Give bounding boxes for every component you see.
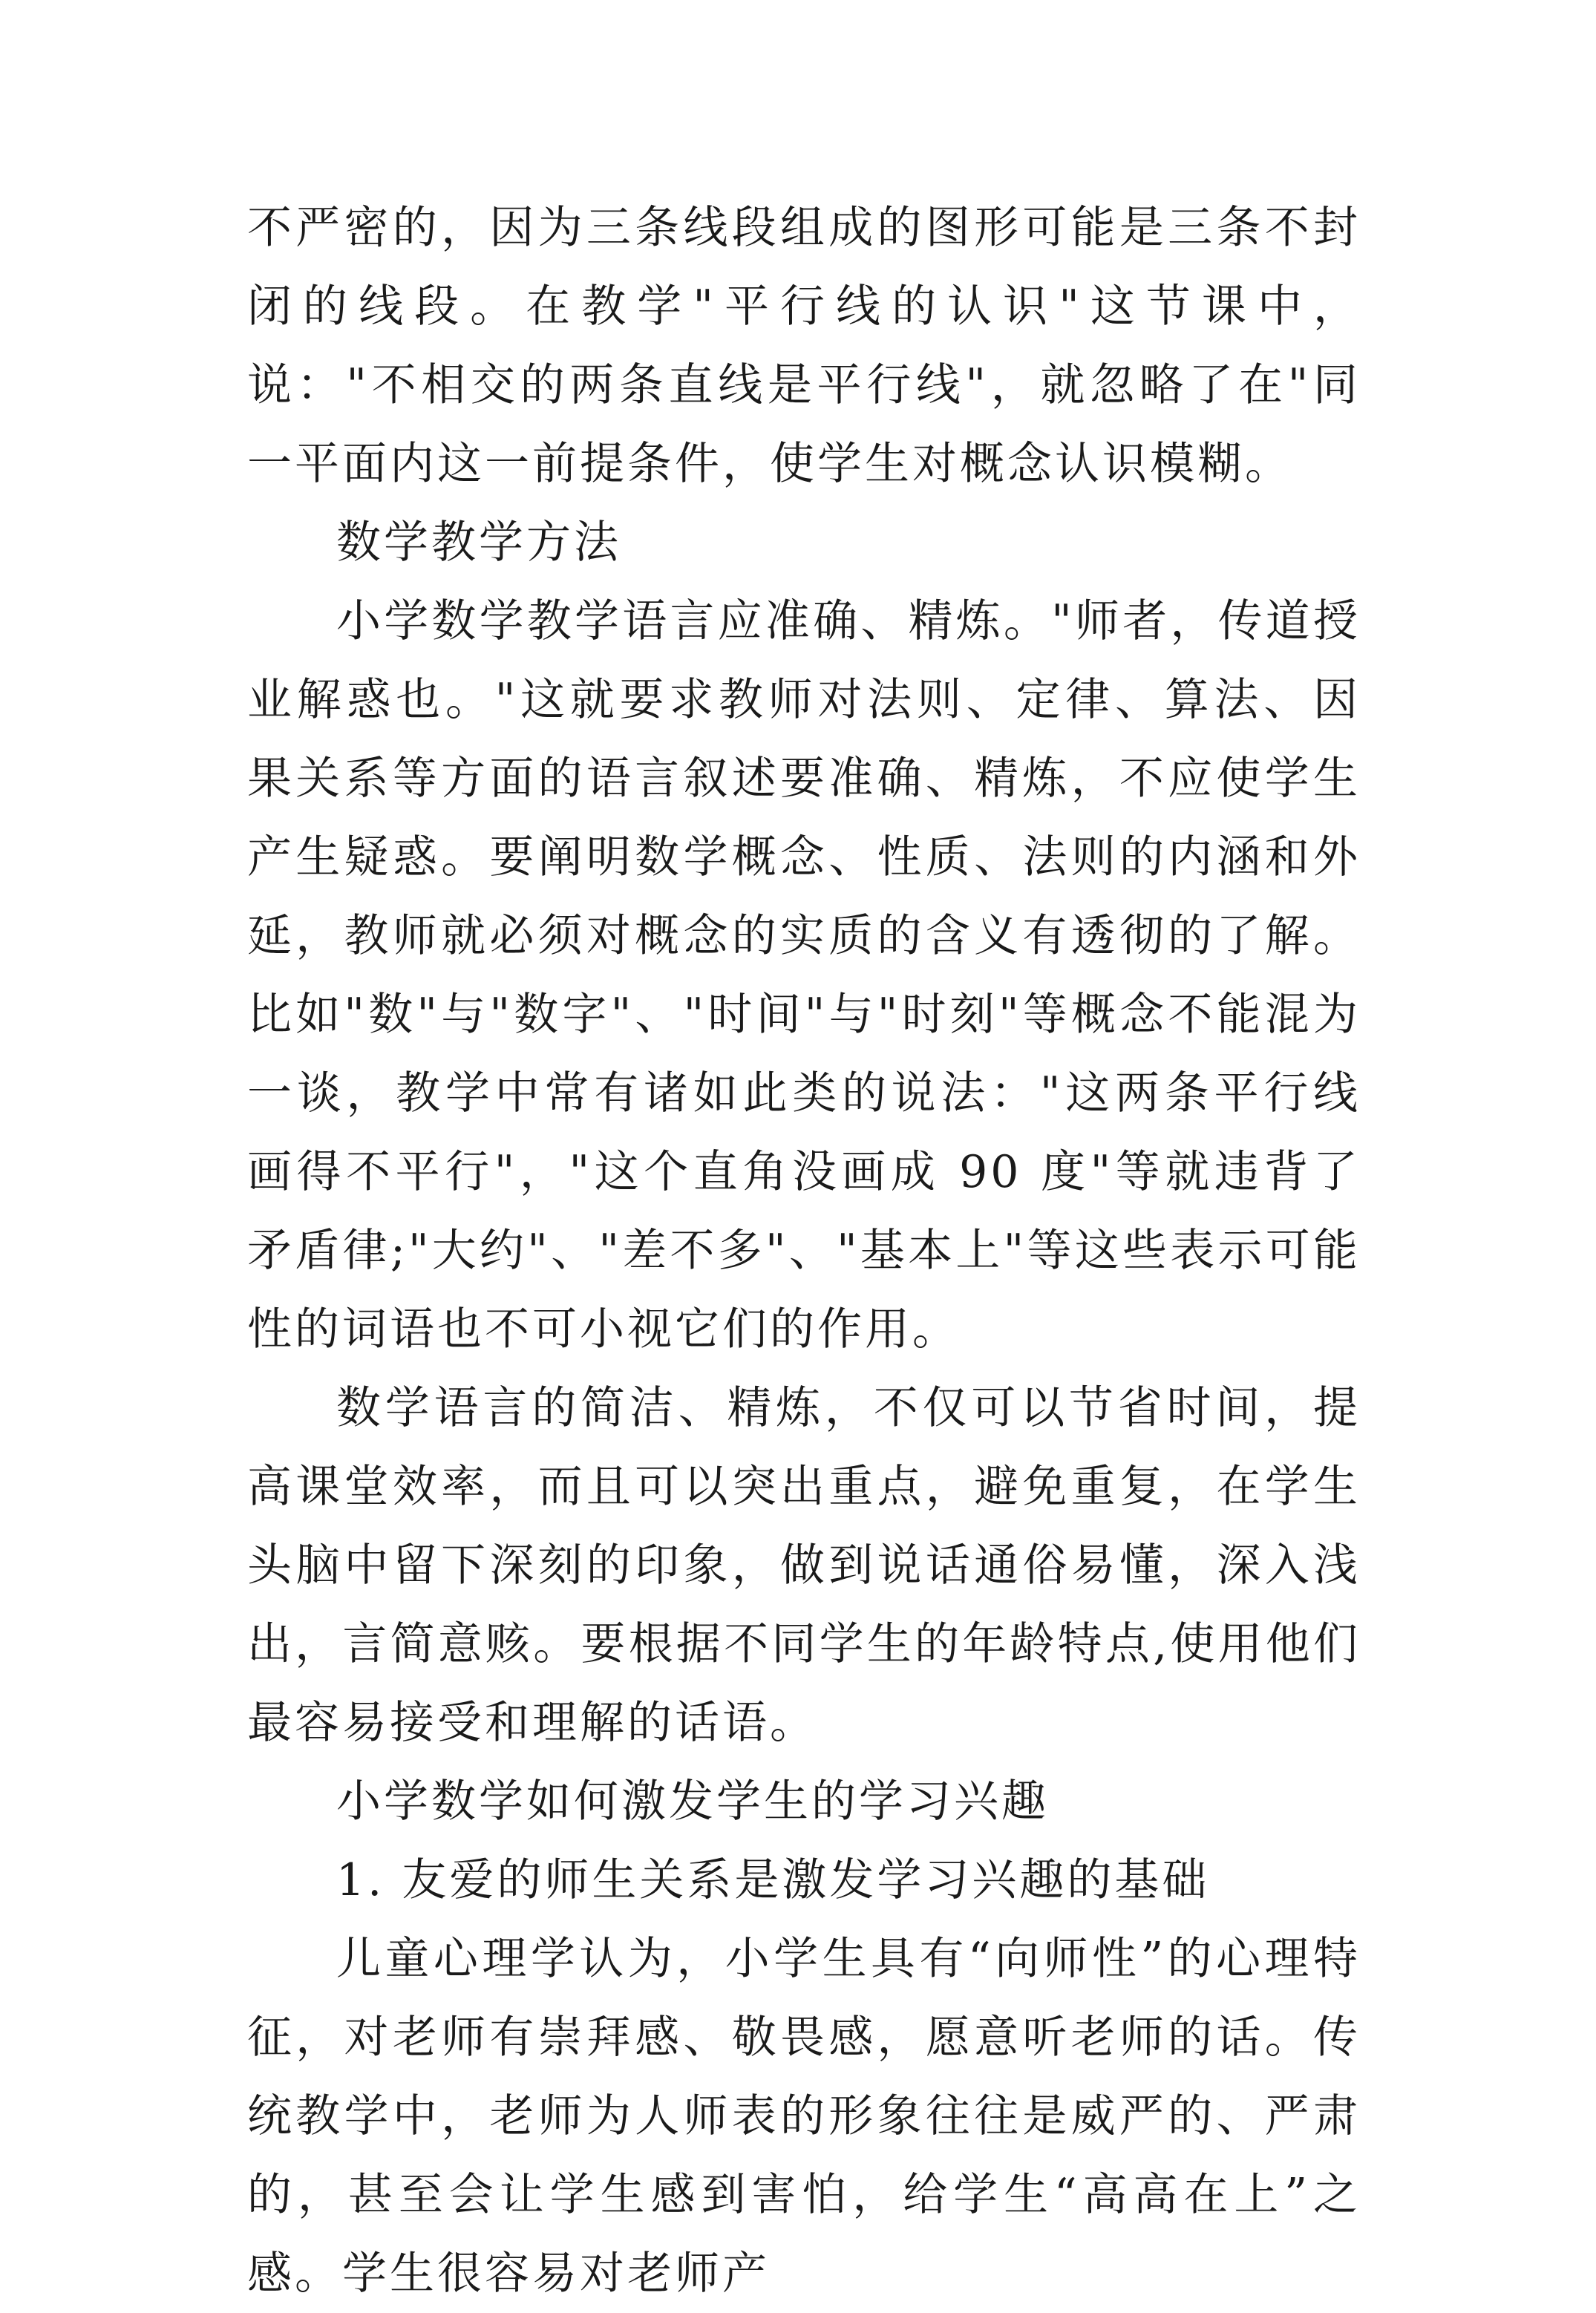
document-body	[247, 189, 1361, 2313]
subsection-heading-teacher-student-relationship: 1. 友爱的师生关系是激发学习兴趣的基础	[336, 1854, 1210, 1906]
paragraph-language-precision: 小学数学教学语言应准确、精炼。"师者，传道授业解惑也。"这就要求教师对法则、定律、算法、因果关系等方面的语言叙述要准确、精炼，不应使学生产生疑惑。要阐明数学概念、性质、法则的内涵和外延，教师就必须对概念的实质的含义有透彻的了解。比如"数"与"数字"、"时间"与"时刻"等概念不能混为一谈，教学中常有诸如此类的说法："这两条平行线画得不平行"，"这个直角没画成 90 度"等就违背了矛盾律;"大约"、"差不多"、"基本上"等这些表示可能性的词语也不可小视它们的作用。	[247, 595, 1361, 1355]
paragraph-continuation: 不严密的，因为三条线段组成的图形可能是三条不封闭的线段。在教学"平行线的认识"这节课中，说："不相交的两条直线是平行线"，就忽略了在"同一平面内这一前提条件，使学生对概念认识模糊。	[247, 202, 1361, 490]
paragraph-child-psychology: 儿童心理学认为，小学生具有“向师性”的心理特征，对老师有崇拜感、敬畏感，愿意听老师的话。传统教学中，老师为人师表的形象往往是威严的、严肃的，甚至会让学生感到害怕，给学生“高高在上”之感。学生很容易对老师产	[247, 1933, 1361, 2300]
section-heading-stimulate-interest: 小学数学如何激发学生的学习兴趣	[336, 1776, 1049, 1828]
paragraph-language-concise: 数学语言的简洁、精炼，不仅可以节省时间，提高课堂效率，而且可以突出重点，避免重复，在学生头脑中留下深刻的印象，做到说话通俗易懂，深入浅出，言简意赅。要根据不同学生的年龄特点,使用他们最容易接受和理解的话语。	[247, 1382, 1361, 1749]
section-heading-teaching-methods: 数学教学方法	[336, 517, 621, 569]
